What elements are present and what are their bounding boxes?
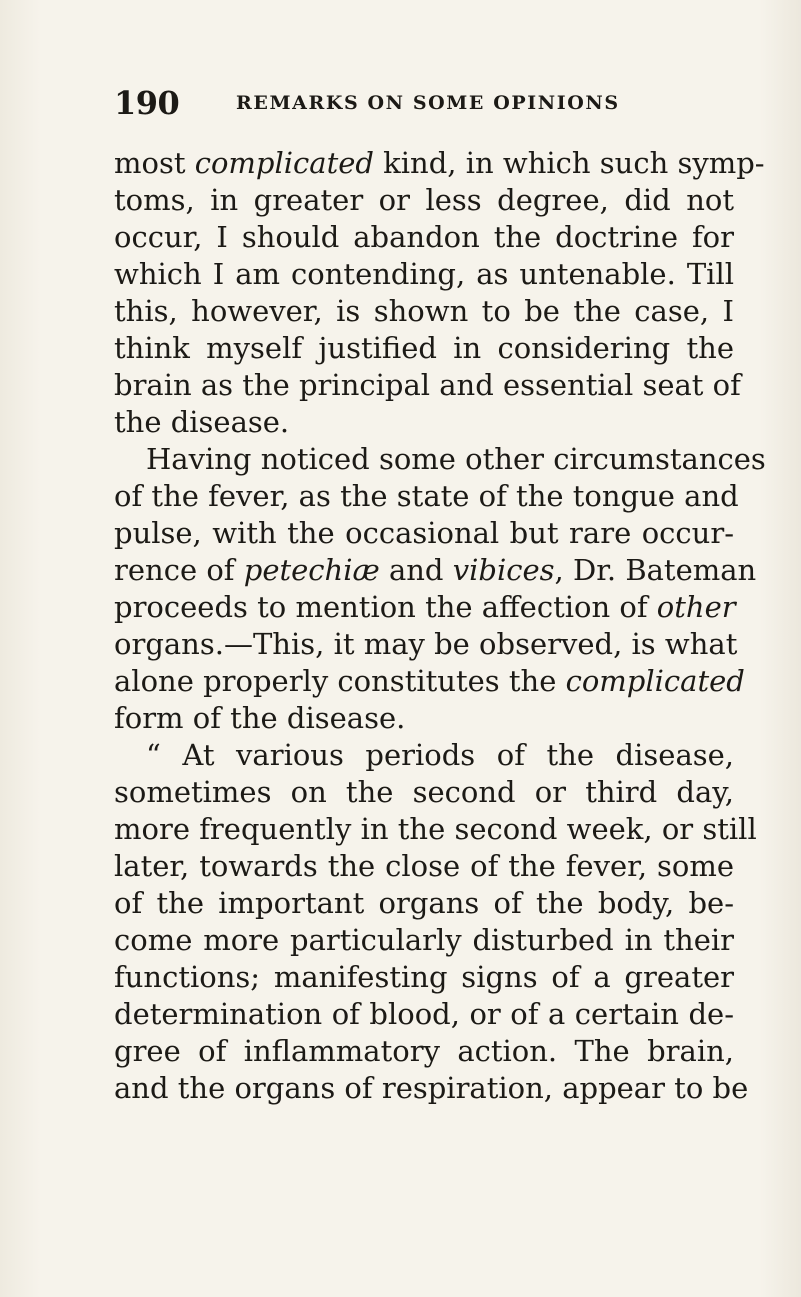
text-line bbox=[114, 330, 734, 367]
italic-text-segment: complicated bbox=[194, 146, 374, 180]
text-segment: organs.—This, it may be observed, is what bbox=[114, 627, 738, 661]
text-line bbox=[114, 922, 734, 959]
text-segment: later, towards the close of the fever, some bbox=[114, 849, 734, 883]
running-title: REMARKS ON SOME OPINIONS bbox=[236, 92, 620, 114]
text-segment: Having noticed some other circumstances bbox=[146, 442, 766, 476]
text-line bbox=[114, 959, 734, 996]
text-line bbox=[114, 663, 745, 700]
text-segment: functions; manifesting signs of a greater bbox=[114, 960, 734, 994]
text-segment: this, however, is shown to be the case, I bbox=[114, 294, 734, 328]
text-segment: toms, in greater or less degree, did not bbox=[114, 183, 734, 217]
text-segment: determination of blood, or of a certain de- bbox=[114, 997, 734, 1031]
text-segment: occur, I should abandon the doctrine for bbox=[114, 220, 734, 254]
text-segment: of the important organs of the body, be- bbox=[114, 886, 734, 920]
text-line bbox=[114, 441, 766, 478]
text-line bbox=[114, 515, 734, 552]
text-line bbox=[114, 1033, 734, 1070]
page-number: 190 bbox=[114, 84, 180, 122]
running-head bbox=[114, 84, 734, 124]
text-line bbox=[114, 885, 734, 922]
text-line bbox=[114, 1070, 749, 1107]
text-segment: and bbox=[379, 553, 453, 587]
text-line bbox=[114, 256, 734, 293]
text-segment: the disease. bbox=[114, 405, 290, 439]
text-segment: rence of bbox=[114, 553, 244, 587]
text-line bbox=[114, 700, 734, 737]
text-line bbox=[114, 626, 738, 663]
body-text bbox=[114, 145, 766, 1107]
text-line bbox=[114, 589, 734, 626]
text-line bbox=[114, 848, 734, 885]
text-segment: think myself justified in considering the bbox=[114, 331, 734, 365]
italic-text-segment: vibices bbox=[452, 553, 555, 587]
text-segment: more frequently in the second week, or still bbox=[114, 812, 757, 846]
text-line bbox=[114, 182, 734, 219]
text-line bbox=[114, 737, 734, 774]
text-line bbox=[114, 552, 757, 589]
text-segment: form of the disease. bbox=[114, 701, 406, 735]
italic-text-segment: petechiæ bbox=[243, 553, 380, 587]
text-segment: proceeds to mention the affection of bbox=[114, 590, 657, 624]
text-segment: most bbox=[114, 146, 195, 180]
text-line bbox=[114, 219, 734, 256]
text-line bbox=[114, 404, 734, 441]
text-segment: of the fever, as the state of the tongue and bbox=[114, 479, 739, 513]
text-segment: gree of inflammatory action. The brain, bbox=[114, 1034, 734, 1068]
italic-text-segment: complicated bbox=[565, 664, 745, 698]
text-line bbox=[114, 996, 734, 1033]
text-segment: “ At various periods of the disease, bbox=[146, 738, 734, 772]
text-segment: pulse, with the occasional but rare occur- bbox=[114, 516, 734, 550]
text-line bbox=[114, 774, 734, 811]
text-segment: kind, in which such symp- bbox=[373, 146, 765, 180]
italic-text-segment: other bbox=[656, 590, 736, 624]
text-line bbox=[114, 367, 741, 404]
text-segment: brain as the principal and essential seat of bbox=[114, 368, 741, 402]
text-line bbox=[114, 145, 765, 182]
text-line bbox=[114, 811, 757, 848]
text-segment: sometimes on the second or third day, bbox=[114, 775, 734, 809]
text-segment: , Dr. Bateman bbox=[554, 553, 757, 587]
text-segment: come more particularly disturbed in their bbox=[114, 923, 734, 957]
text-segment: alone properly constitutes the bbox=[114, 664, 566, 698]
text-segment: which I am contending, as untenable. Till bbox=[114, 257, 734, 291]
text-segment: and the organs of respiration, appear to be bbox=[114, 1071, 749, 1105]
text-line bbox=[114, 293, 734, 330]
text-line bbox=[114, 478, 739, 515]
